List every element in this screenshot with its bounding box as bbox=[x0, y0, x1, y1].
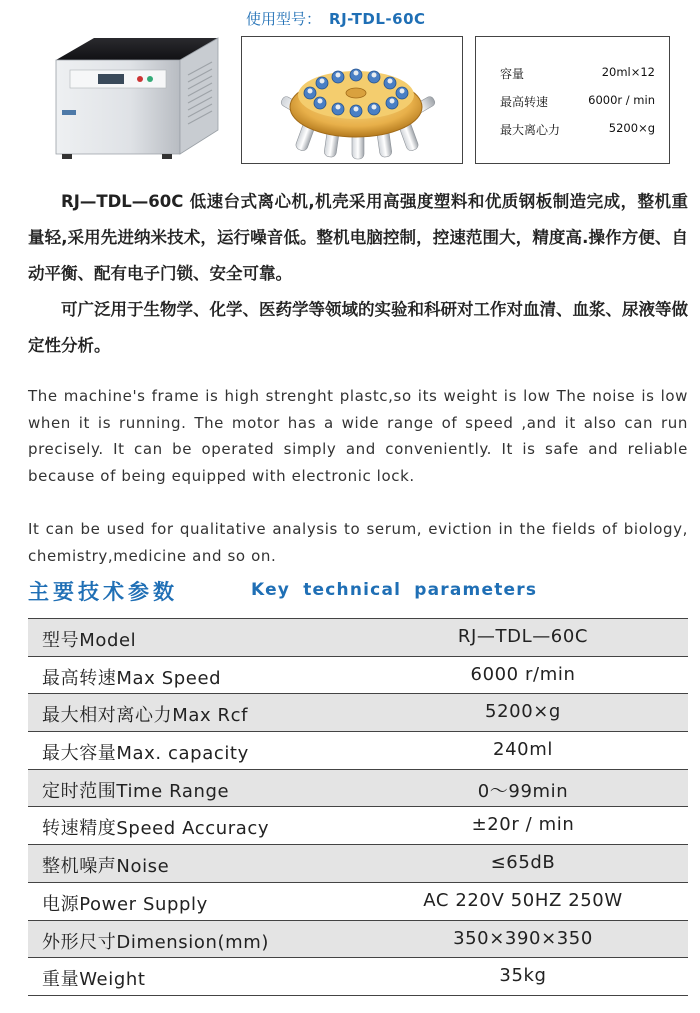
table-row bbox=[28, 807, 688, 845]
table-row bbox=[28, 958, 688, 996]
section-title-cn: 主要技术参数 bbox=[28, 580, 178, 604]
table-row bbox=[28, 732, 688, 770]
spec-row bbox=[500, 65, 655, 82]
spec-value: 6000r / min bbox=[588, 93, 655, 107]
param-value: 5200×g bbox=[485, 701, 561, 723]
spec-row bbox=[500, 121, 655, 138]
table-row bbox=[28, 921, 688, 959]
model-code: RJ-TDL-60C bbox=[329, 10, 426, 28]
spec-value: 20ml×12 bbox=[601, 65, 655, 79]
description-cn-paragraph-1: RJ—TDL—60C 低速台式离心机,机壳采用高强度塑料和优质钢板制造完成，整机重量轻,采用先进纳米技术，运行噪音低。整机电脑控制，控速范围大，精度高.操作方便、自动平衡、配有电子门锁、安全可靠。 bbox=[28, 192, 688, 283]
param-value: AC 220V 50HZ 250W bbox=[423, 889, 623, 911]
rotor-image-frame bbox=[241, 36, 463, 164]
param-value: 0～99min bbox=[477, 780, 569, 802]
description-cn-paragraph-2: 可广泛用于生物学、化学、医药学等领域的实验和科研对工作对血清、血浆、尿液等做定性分析。 bbox=[28, 300, 688, 355]
param-label: 最大容量Max. capacity bbox=[42, 743, 249, 765]
table-row bbox=[28, 694, 688, 732]
description-en-paragraph-1: The machine's frame is high strenght plastc,so its weight is low The noise is low when it is running. The motor has a wide range of speed ,and it also can run precisely. It can be operated simply and conveniently. It is safe and reliable because of being equipped with electronic lock. bbox=[28, 387, 688, 485]
table-row bbox=[28, 619, 688, 657]
param-label: 最高转速Max Speed bbox=[42, 667, 222, 689]
model-label: 使用型号： bbox=[246, 10, 322, 28]
param-value: 35kg bbox=[499, 965, 547, 987]
param-label: 定时范围Time Range bbox=[42, 780, 230, 802]
param-label: 电源Power Supply bbox=[42, 893, 208, 915]
param-value: ±20r / min bbox=[471, 814, 575, 836]
param-label: 外形尺寸Dimension(mm) bbox=[42, 931, 269, 953]
spec-label: 最大离心力 bbox=[500, 123, 561, 137]
centrifuge-machine-image bbox=[50, 30, 230, 160]
table-row bbox=[28, 770, 688, 808]
param-value: 350×390×350 bbox=[453, 927, 593, 949]
param-label: 重量Weight bbox=[42, 969, 146, 991]
spec-row bbox=[500, 93, 655, 110]
param-value: 240ml bbox=[493, 739, 553, 761]
parameters-table bbox=[28, 618, 688, 996]
param-label: 型号Model bbox=[42, 630, 137, 651]
table-row bbox=[28, 845, 688, 883]
rotor-image bbox=[242, 37, 462, 163]
table-row bbox=[28, 657, 688, 695]
model-line bbox=[246, 8, 426, 29]
spec-value: 5200×g bbox=[608, 121, 655, 135]
param-value: ≤65dB bbox=[490, 852, 556, 874]
section-title-en: Key technical parameters bbox=[251, 580, 538, 600]
description-en-paragraph-2: It can be used for qualitative analysis to serum, eviction in the fields of biology, chemistry,medicine and so on. bbox=[28, 520, 688, 565]
param-label: 最大相对离心力Max Rcf bbox=[42, 705, 249, 727]
rotor-spec-box bbox=[475, 36, 670, 164]
param-value: RJ—TDL—60C bbox=[457, 626, 589, 647]
param-label: 转速精度Speed Accuracy bbox=[42, 818, 270, 840]
param-label: 整机噪声Noise bbox=[42, 856, 170, 878]
param-value: 6000 r/min bbox=[470, 663, 576, 685]
spec-label: 容量 bbox=[500, 67, 525, 81]
spec-label: 最高转速 bbox=[500, 95, 549, 109]
table-row bbox=[28, 883, 688, 921]
